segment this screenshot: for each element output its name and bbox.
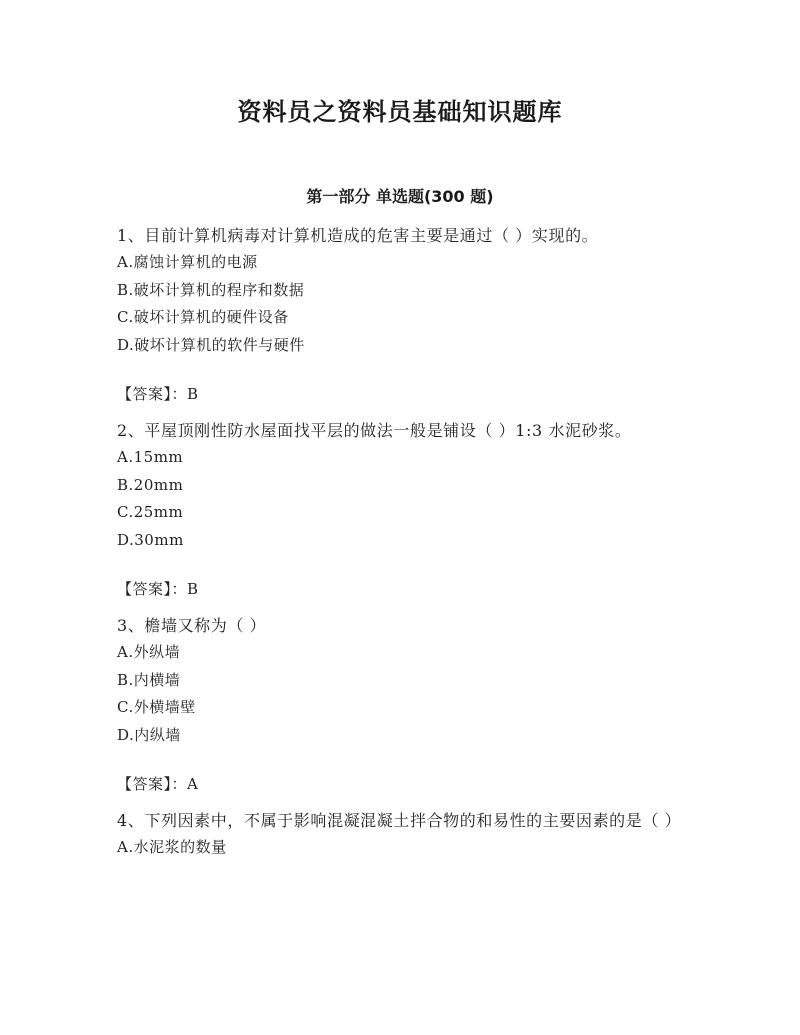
- option-d: D.内纵墙: [117, 725, 181, 744]
- option-a: A.水泥浆的数量: [117, 838, 227, 856]
- section-title: 第一部分 单选题(300 题): [306, 187, 494, 206]
- option-a: A.外纵墙: [117, 643, 181, 661]
- question-list: [117, 222, 687, 862]
- option-c: C.外横墙壁: [117, 698, 196, 716]
- document-title: 资料员之资料员基础知识题库: [237, 98, 563, 126]
- option-d: D.破坏计算机的软件与硬件: [117, 335, 305, 354]
- option-c: C.25mm: [117, 503, 184, 521]
- option-c: C.破坏计算机的硬件设备: [117, 308, 289, 326]
- question-block: [117, 612, 687, 798]
- question-text: 4、下列因素中，不属于影响混凝混凝土拌合物的和易性的主要因素的是（ ）: [117, 811, 682, 830]
- answer-label: 【答案】：A: [117, 775, 199, 793]
- question-text: 1、目前计算机病毒对计算机造成的危害主要是通过（ ）实现的。: [117, 226, 599, 245]
- option-a: A.15mm: [117, 448, 184, 466]
- question-text: 3、檐墙又称为（ ）: [117, 616, 267, 635]
- option-d: D.30mm: [117, 530, 184, 549]
- question-block: [117, 222, 687, 408]
- question-block: [117, 807, 687, 862]
- answer-label: 【答案】：B: [117, 580, 199, 598]
- answer-label: 【答案】：B: [117, 385, 199, 403]
- question-text: 2、平屋顶刚性防水屋面找平层的做法一般是铺设（ ）1:3 水泥砂浆。: [117, 421, 632, 440]
- option-b: B.内横墙: [117, 670, 181, 689]
- option-b: B.20mm: [117, 475, 184, 494]
- question-block: [117, 417, 687, 603]
- option-b: B.破坏计算机的程序和数据: [117, 280, 305, 299]
- option-a: A.腐蚀计算机的电源: [117, 253, 258, 271]
